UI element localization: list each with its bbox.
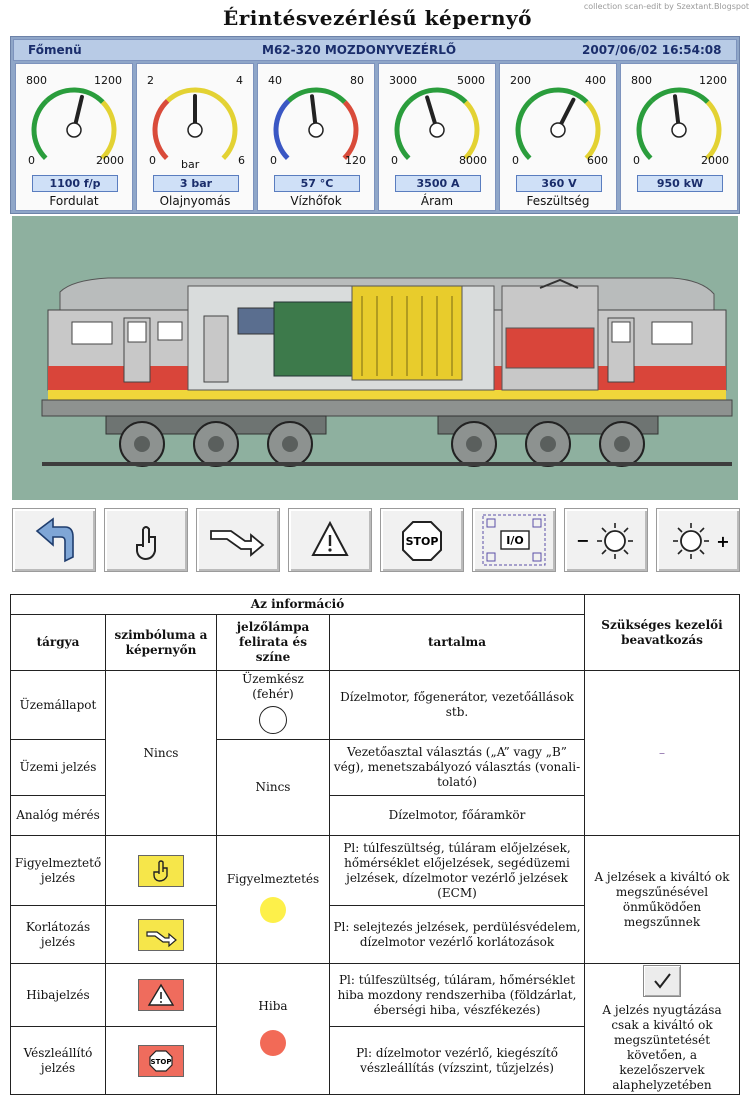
gauge-hub [188,123,202,137]
gauge-tick-label: 2 [147,74,154,87]
warning-triangle-icon [289,509,371,571]
symbol-cell [106,836,217,906]
pointing-hand-icon [138,855,184,887]
gauge-fordulat [15,63,133,211]
lamp-none: Nincs [217,740,330,836]
gauge-tick-label: 200 [510,74,531,87]
gauge-arc [276,101,289,158]
row-subject: Figyelmeztető jelzés [11,836,106,906]
brightness-down-icon [565,509,647,571]
lamp-error-cell [217,964,330,1095]
gauge-hub [672,123,686,137]
gauge-arc [465,102,477,158]
table-row [11,671,740,740]
action-auto: A jelzések a kiváltó ok megszűnésével önműködően megszűnnek [585,836,740,964]
gauge-tick-label: 0 [512,154,519,167]
stop-sign-button[interactable] [380,508,464,572]
gauge-arc [707,102,719,158]
gauge-tick-label: 5000 [457,74,485,87]
gauge-tick-label: 600 [587,154,608,167]
gauge-arc [531,90,587,102]
svg-text:STOP: STOP [150,1057,172,1066]
lamp-ready-cell [217,671,330,740]
gauge-value: 1100 f/p [32,175,118,192]
row-content: Pl: dízelmotor vezérlő, kiegészítő vészleállítás (vízszint, tűzjelzés) [330,1027,585,1095]
gauge-hub [309,123,323,137]
gauge-hub [430,123,444,137]
gauge-tick-label: 80 [350,74,364,87]
gauge-value: 360 V [516,175,602,192]
row-subject: Üzemállapot [11,671,106,740]
row-subject: Üzemi jelzés [11,740,106,796]
row-subject: Hibajelzés [11,964,106,1027]
gauge-tick-label: 800 [26,74,47,87]
gauge-tick-label: 1200 [699,74,727,87]
lamp-ready-label: Üzemkész (fehér) [242,672,304,701]
yellow-lamp-icon [260,897,286,923]
col-action-header: Szükséges kezelői beavatkozás [585,595,740,671]
svg-text:STOP: STOP [405,535,439,548]
table-row [11,964,740,1027]
back-arrow-icon [13,509,95,571]
row-content: Pl: túlfeszültség, túláram előjelzések, hőmérséklet előjelzések, segédüzemi jelzések, dízelmotor vezérlő jelzések (ECM) [330,836,585,906]
svg-text:−: − [576,531,590,550]
brightness-up-button[interactable] [656,508,740,572]
warning-triangle-icon [138,979,184,1011]
restriction-arrow-icon [138,919,184,951]
gauge-label: Feszültség [526,194,590,208]
gauge-tick-label: 0 [633,154,640,167]
gauge-tick-label: 2000 [701,154,729,167]
gauge-tick-label: 0 [391,154,398,167]
info-table [10,594,740,1095]
gauge-tick-label: 2000 [96,154,124,167]
screen-panel [10,36,740,214]
gauge-arc [518,101,531,158]
table-row [11,836,740,906]
brightness-down-button[interactable] [564,508,648,572]
symbol-cell [106,1027,217,1095]
gauge-arc [34,101,47,158]
action-none: – [585,671,740,836]
io-icon [473,509,555,571]
symbol-none: Nincs [106,671,217,836]
gauge-tick-label: 800 [631,74,652,87]
gauge-arc [289,90,345,102]
datetime: 2007/06/02 16:54:08 [582,43,722,57]
svg-text:I/O: I/O [506,534,524,547]
watermark: collection scan-edit by Szextant.Blogspot [583,2,749,11]
gauge-arc [102,102,114,158]
col-subject-header: tárgya [11,615,106,671]
col-content-header: tartalma [330,615,585,671]
pointing-hand-icon [105,509,187,571]
row-content: Dízelmotor, főgenerátor, vezetőállások stb. [330,671,585,740]
symbol-cell [106,964,217,1027]
row-subject: Korlátozás jelzés [11,906,106,964]
gauge-arc [652,90,708,102]
gauge-olajnyomás [136,63,254,211]
gauge-tick-label: 8000 [459,154,487,167]
gauge-arc [155,101,168,158]
gauge-tick-label: 400 [585,74,606,87]
gauge-arc [344,102,356,158]
action-ack: A jelzés nyugtázása csak a kiváltó ok megszüntetését követően, a kezelőszervek alaphelyzetében [602,1003,722,1092]
check-icon [643,965,681,997]
header-bar [13,39,737,61]
locomotive-view [12,216,738,500]
gauge-label: Áram [420,194,454,208]
row-content: Pl: selejtezés jelzések, perdülésvédelem, dízelmotor vezérlő korlátozások [330,906,585,964]
row-subject: Vészleállító jelzés [11,1027,106,1095]
restriction-arrow-icon [197,509,279,571]
white-lamp-icon [259,706,287,734]
gauge-áram [378,63,496,211]
gauge-teljesítmény [620,63,738,211]
gauge-tick-label: 3000 [389,74,417,87]
symbol-cell [106,906,217,964]
gauge-tick-label: 120 [345,154,366,167]
back-arrow-button[interactable] [12,508,96,572]
group-header: Az információ [11,595,585,615]
gauge-tick-label: 6 [238,154,245,167]
lamp-error-label: Hiba [258,998,288,1013]
stop-sign-icon [381,509,463,571]
row-content: Vezetőasztal választás („A” vagy „B” vég), menetszabályozó választás (vonali-tolató) [330,740,585,796]
page-title: Érintésvezérlésű képernyő [222,6,533,30]
gauge-arc [586,102,598,158]
action-ack-cell [585,964,740,1095]
gauge-tick-label: 1200 [94,74,122,87]
io-button[interactable] [472,508,556,572]
gauge-label: Fordulat [49,194,99,208]
gauge-tick-label: 40 [268,74,282,87]
col-symbol-header: szimbóluma a képernyőn [106,615,217,671]
gauge-tick-label: 4 [236,74,243,87]
gauge-tick-label: 0 [149,154,156,167]
locomotive-illustration [12,216,738,500]
gauge-arc [397,101,410,158]
lamp-warning-label: Figyelmeztetés [226,872,320,886]
svg-text:+: + [716,532,730,551]
red-lamp-icon [260,1030,286,1056]
col-lamp-header: jelzőlámpa felirata és színe [217,615,330,671]
gauge-hub [67,123,81,137]
gauge-tick-label: 0 [28,154,35,167]
gauge-value: 57 °C [274,175,360,192]
row-content: Dízelmotor, főáramkör [330,796,585,836]
gauge-arc [223,102,235,158]
row-subject: Analóg mérés [11,796,106,836]
gauge-arc [47,90,103,102]
stop-sign-icon [138,1045,184,1077]
brightness-up-icon [657,509,739,571]
main-menu-button[interactable]: Főmenü [28,43,82,57]
pointing-hand-button[interactable] [104,508,188,572]
gauge-value: 950 kW [637,175,723,192]
restriction-arrow-button[interactable] [196,508,280,572]
gauge-tick-label: 0 [270,154,277,167]
gauge-value: 3500 A [395,175,481,192]
row-content: Pl: túlfeszültség, túláram, hőmérséklet hiba mozdony rendszerhiba (földzárlat, éberségi hiba, vészfékezés) [330,964,585,1027]
lamp-warning-cell [217,836,330,964]
gauge-hub [551,123,565,137]
gauge-arc [639,101,652,158]
warning-triangle-button[interactable] [288,508,372,572]
gauge-unit: bar [181,158,200,171]
gauge-label: Vízhőfok [290,194,342,208]
gauge-feszültség [499,63,617,211]
gauge-vízhőfok [257,63,375,211]
device-title: M62-320 MOZDONYVEZÉRLŐ [262,43,457,57]
gauge-value: 3 bar [153,175,239,192]
gauge-arc [410,90,466,102]
gauge-label: Olajnyomás [159,194,231,208]
